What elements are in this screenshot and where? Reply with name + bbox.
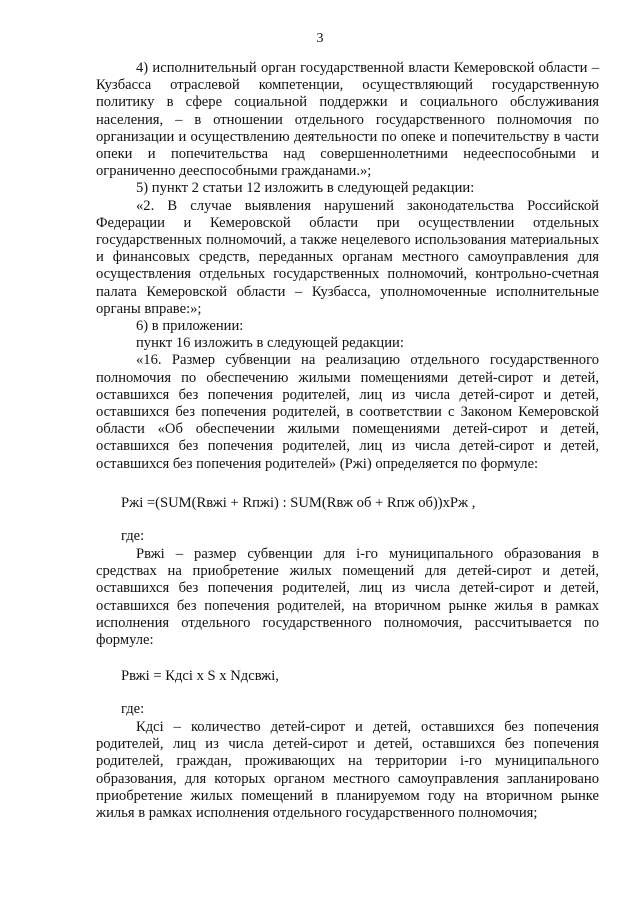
paragraph-item-4: 4) исполнительный орган государственной власти Кемеровской области – Кузбасса отраслевой компетенции, осуществляющий государственную политику в сфере социальной поддержки и социального обслуживания населения, – в отношении отдельного государственного полномочия по организации и осуществлению деятельности по опеке и попечительству в части опеки и попечительства над совершеннолетними недееспособными и ограниченно дееспособными гражданами.»; — [96, 60, 599, 180]
paragraph-kdsi-definition: Кдсi – количество детей-сирот и детей, оставшихся без попечения родителей, лиц из числа детей-сирот и детей, оставшихся без попечения родителей, граждан, проживающих на территории i-го муниципального образования, для которых органом местного самоуправления запланировано приобретение жилых помещений в планируемом году на вторичном рынке жилья в рамках исполнения отдельного государственного полномочия; — [96, 719, 599, 822]
formula-rvzh: Рвжi = Кдсi х S х Nдсвжi, — [121, 668, 279, 684]
page-number: 3 — [316, 31, 324, 46]
paragraph-item-5: 5) пункт 2 статьи 12 изложить в следующей редакции: — [136, 180, 475, 197]
paragraph-article-12-point-2: «2. В случае выявления нарушений законодательства Российской Федерации и Кемеровской области при осуществлении отдельных государственных полномочий, а также нецелевого использования материальных и финансовых средств, переданных органам местного самоуправления для осуществления отдельных государственных полномочий, контрольно-счетная палата Кемеровской области – Кузбасса, уполномоченные исполнительные органы вправе:»; — [96, 197, 599, 317]
formula-rzh: Ржi =(SUM(Rвжi + Rпжi) : SUM(Rвж об + Rпж об))хРж , — [121, 495, 476, 511]
text-block-top — [96, 60, 599, 473]
paragraph-item-6: 6) в приложении: — [136, 318, 244, 335]
paragraph-point-16: «16. Размер субвенции на реализацию отдельного государственного полномочия по обеспечению жилыми помещениями детей-сирот и детей, оставшихся без попечения родителей, лиц из числа детей-сирот и детей, оставшихся без попечения родителей, в соответствии с Законом Кемеровской области «Об обеспечении жилыми помещениями детей-сирот и детей, оставшихся без попечения родителей, лиц из числа детей-сирот и детей, оставшихся без попечения родителей» (Ржi) определяется по формуле: — [96, 352, 599, 472]
text-block-bottom — [96, 719, 599, 822]
paragraph-point-16-intro: пункт 16 изложить в следующей редакции: — [136, 335, 404, 352]
where-label-2: где: — [121, 701, 145, 717]
text-block-middle — [96, 546, 599, 649]
paragraph-rvzh-definition: Рвжi – размер субвенции для i-го муниципального образования в средствах на приобретение жилых помещений для детей-сирот и детей, оставшихся без попечения родителей, лиц из числа детей-сирот и детей, оставшихся без попечения родителей, на вторичном рынке жилья в рамках исполнения отдельного государственного полномочия, рассчитывается по формуле: — [96, 546, 599, 649]
where-label-1: где: — [121, 528, 145, 544]
